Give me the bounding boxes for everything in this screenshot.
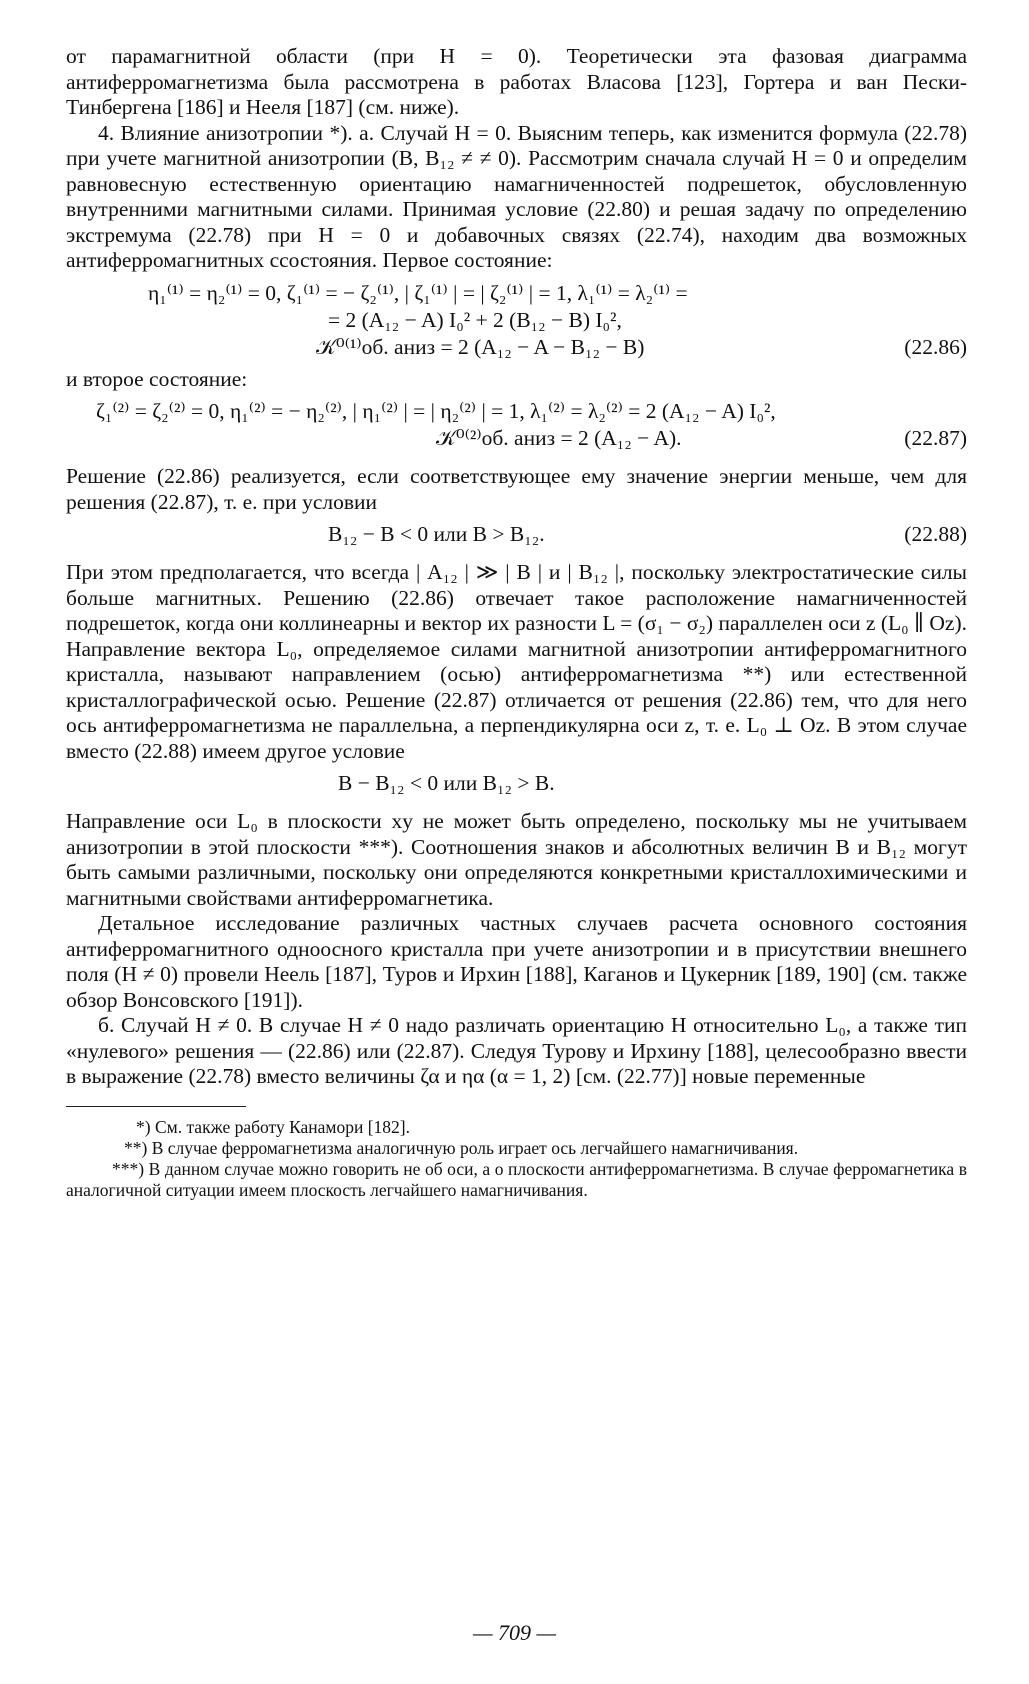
footnote-1: *) См. также работу Канамори [182]. — [136, 1116, 411, 1137]
equation-22-87-line-1 — [66, 398, 967, 425]
equation-22-86-line-1 — [66, 280, 967, 307]
paragraph-assumption: При этом предполагается, что всегда | A₁₂ | ≫ | B | и | B₁₂ |, поскольку электростатические силы больше магнитных. Решению (22.86) отвечает такое расположение намагниченностей подрешеток, когда они коллинеарны и вектор их разности L = (σ₁ − σ₂) параллелен оси z (L₀ ∥ Oz). Направление вектора L₀, определяемое силами магнитной анизотропии антиферромагнитного кристалла, называют направлением (осью) антиферромагнетизма **) или естественной кристаллографической осью. Решение (22.87) отличается от решения (22.86) тем, что для него ось антиферромагнетизма не параллельна, а перпендикулярна оси z, т. е. L₀ ⊥ Oz. В этом случае вместо (22.88) имеем другое условие — [66, 560, 967, 763]
footnote-2: **) В случае ферромагнетизма аналогичную роль играет ось легчайшего намагничивания. — [124, 1137, 799, 1158]
paragraph-section-4-anisotropy: 4. Влияние анизотропии *). а. Случай H = 0. Выясним теперь, как изменится формула (22.78) при учете магнитной анизотропии (B, B₁₂ ≠ ≠ 0). Рассмотрим сначала случай H = 0 и определим равновесную естественную ориентацию намагниченностей подрешеток, обусловленную внутренними магнитными силами. Принимая условие (22.80) и решая задачу по определению экстремума (22.78) при H = 0 и добавочных связях (22.74), находим два возможных антиферромагнитных ссостояния. Первое состояние: — [66, 120, 967, 272]
equation-number: (22.87) — [904, 426, 967, 450]
equation-text: 𝒦⁰⁽¹⁾об. аниз = 2 (A₁₂ − A − B₁₂ − B) — [316, 334, 645, 359]
equation-22-86-line-2 — [66, 307, 967, 334]
paragraph-solution-condition: Решение (22.86) реализуется, если соответствующее ему значение энергии меньше, чем для решения (22.87), т. е. при условии — [66, 464, 967, 514]
equation-other-condition — [66, 770, 967, 797]
equation-text: ζ₁⁽²⁾ = ζ₂⁽²⁾ = 0, η₁⁽²⁾ = − η₂⁽²⁾, | η₁⁽²⁾ | = | η₂⁽²⁾ | = 1, λ₁⁽²⁾ = λ₂⁽²⁾ = 2 (A₁₂ − A) I₀², — [96, 399, 776, 423]
equation-number: (22.88) — [904, 522, 967, 546]
equation-22-86-line-3 — [66, 334, 967, 361]
equation-text: η₁⁽¹⁾ = η₂⁽¹⁾ = 0, ζ₁⁽¹⁾ = − ζ₂⁽¹⁾, | ζ₁⁽¹⁾ | = | ζ₂⁽¹⁾ | = 1, λ₁⁽¹⁾ = λ₂⁽¹⁾ = — [148, 280, 688, 305]
equation-number: (22.86) — [904, 334, 967, 359]
footnotes — [66, 1117, 967, 1201]
equation-22-88 — [66, 521, 967, 548]
paragraph-second-state: и второе состояние: — [66, 366, 248, 391]
equation-22-87-line-2 — [66, 425, 967, 452]
footnote-3: ***) В данном случае можно говорить не об оси, а о плоскости антиферромагнетизма. В случае ферромагнетика в аналогичной ситуации имеем плоскость легчайшего намагничивания. — [66, 1158, 967, 1200]
paragraph-phase-diagram: от парамагнитной области (при H = 0). Теоретически эта фазовая диаграмма антиферромагнетизма была рассмотрена в работах Власова [123], Гортера и ван Пески-Тинбергена [186] и Нееля [187] (см. ниже). — [66, 44, 967, 119]
paragraph-direction-l0: Направление оси L₀ в плоскости xy не может быть определено, поскольку мы не учитываем анизотропии в этой плоскости ***). Соотношения знаков и абсолютных величин B и B₁₂ могут быть самыми различными, поскольку они определяются конкретными кристаллохимическими и магнитными свойствами антиферромагнетика. — [66, 809, 967, 910]
footnote-separator — [66, 1106, 246, 1107]
page-number: — 709 — — [472, 1620, 557, 1645]
equation-text: B₁₂ − B < 0 или B > B₁₂. — [328, 522, 545, 546]
equation-text: = 2 (A₁₂ − A) I₀² + 2 (B₁₂ − B) I₀², — [328, 307, 622, 332]
paragraph-detailed-study: Детальное исследование различных частных случаев расчета основного состояния антиферромагнитного одноосного кристалла при учете анизотропии и в присутствии внешнего поля (H ≠ 0) провели Неель [187], Туров и Ирхин [188], Каганов и Цукерник [189, 190] (см. также обзор Вонсовского [191]). — [66, 911, 967, 1012]
equation-text: 𝒦⁰⁽²⁾об. аниз = 2 (A₁₂ − A). — [436, 426, 682, 450]
equation-text: B − B₁₂ < 0 или B₁₂ > B. — [338, 771, 555, 795]
paragraph-case-b: б. Случай H ≠ 0. В случае H ≠ 0 надо различать ориентацию H относительно L₀, а также тип «нулевого» решения — (22.86) или (22.87). Следуя Турову и Ирхину [188], целесообразно ввести в выражение (22.78) вместо величины ζα и ηα (α = 1, 2) [см. (22.77)] новые переменные — [66, 1013, 967, 1088]
